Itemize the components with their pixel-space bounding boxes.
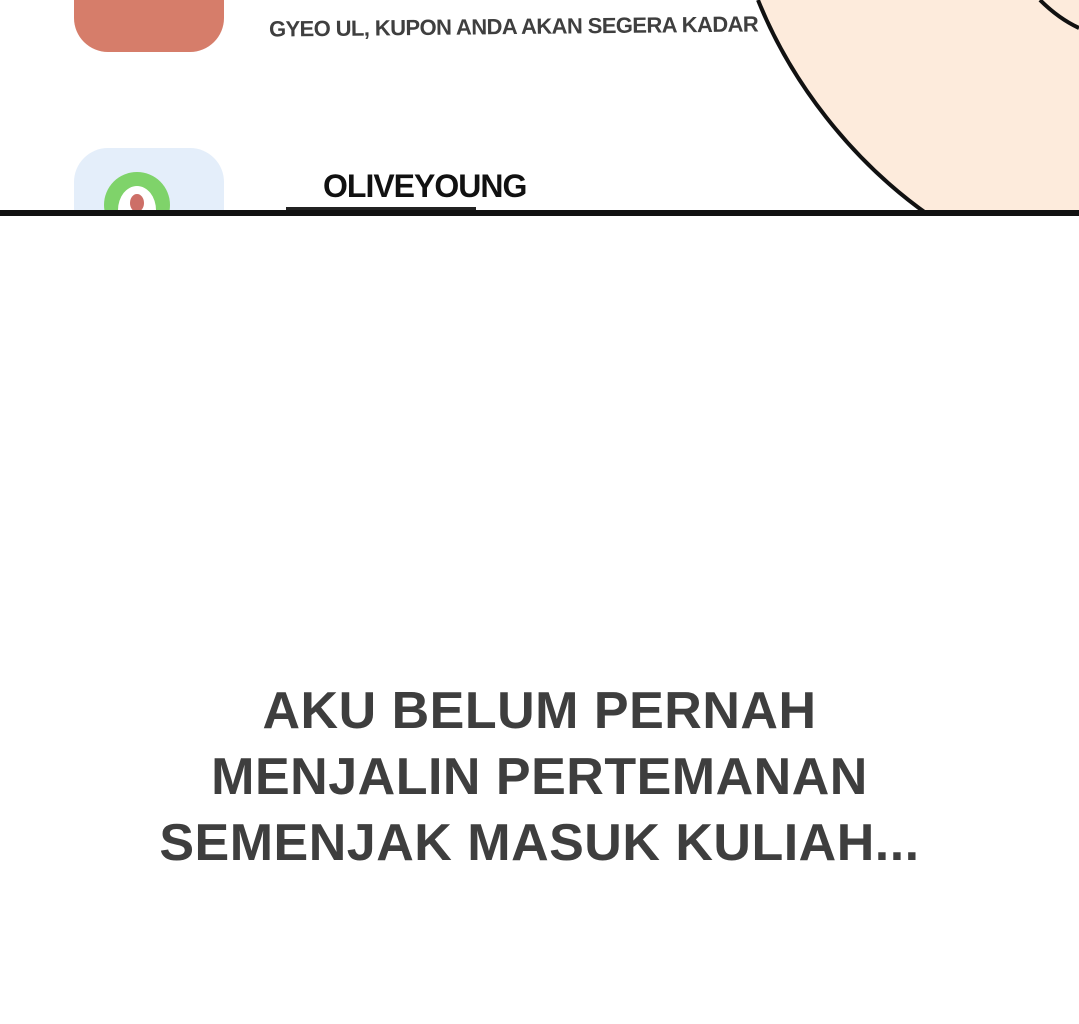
coupon-app-icon — [74, 0, 224, 52]
panel-border — [0, 210, 1079, 216]
notification-text: GYEO UL, KUPON ANDA AKAN SEGERA KADAR — [268, 11, 759, 42]
comic-panel-notifications — [0, 0, 1079, 216]
narration-caption — [0, 678, 1079, 876]
narration-line-1: AKU BELUM PERNAH — [262, 682, 817, 740]
narration-line-2: MENJALIN PERTEMANAN — [211, 748, 868, 806]
oliveyoung-app-icon — [74, 148, 224, 216]
app-name-title: OLIVEYOUNG — [323, 168, 527, 204]
narration-line-3: SEMENJAK MASUK KULIAH... — [159, 814, 920, 872]
